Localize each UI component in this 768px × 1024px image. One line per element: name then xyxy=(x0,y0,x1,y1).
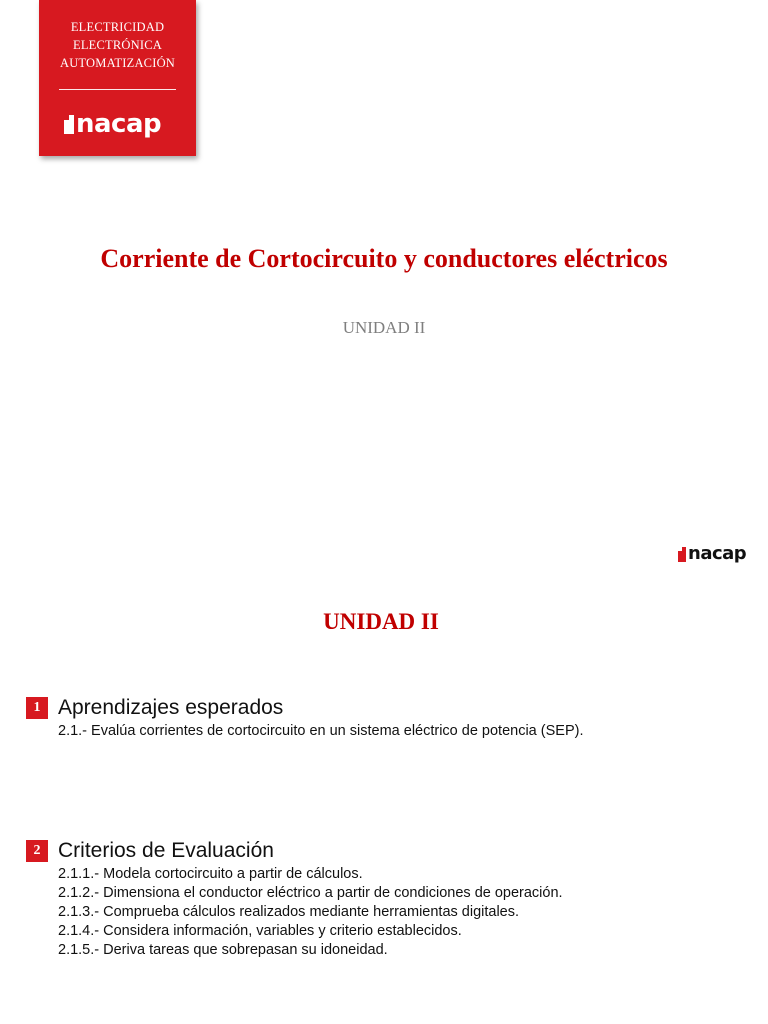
slide-unit-overview xyxy=(0,543,768,1024)
unit-title: UNIDAD II xyxy=(323,609,439,634)
presentation-title: Corriente de Cortocircuito y conductores eléctricos xyxy=(100,244,668,273)
program-line: ELECTRICIDAD xyxy=(70,20,165,34)
list-item: 2.1.3.- Comprueba cálculos realizados mediante herramientas digitales. xyxy=(58,904,520,920)
banner-divider xyxy=(59,89,176,90)
inacap-logo-icon xyxy=(64,115,74,134)
list-item: 2.1.5.- Deriva tareas que sobrepasan su idoneidad. xyxy=(58,942,388,958)
program-lines xyxy=(39,18,196,72)
section-title: Aprendizajes esperados xyxy=(58,696,284,719)
list-item: 2.1.1.- Modela cortocircuito a partir de cálculos. xyxy=(58,866,363,882)
section-header xyxy=(26,694,583,722)
list-item: 2.1.4.- Considera información, variables y criterio establecidos. xyxy=(58,923,462,939)
section-evaluation-criteria xyxy=(26,837,563,960)
inacap-logo xyxy=(678,545,746,563)
program-line: ELECTRÓNICA xyxy=(73,38,162,52)
logo-text: nacap xyxy=(688,543,747,564)
program-banner xyxy=(39,0,196,156)
section-items xyxy=(26,722,583,741)
section-number-badge: 1 xyxy=(26,697,48,719)
list-item: 2.1.2.- Dimensiona el conductor eléctrico a partir de condiciones de operación. xyxy=(58,885,563,901)
section-items xyxy=(26,865,563,960)
section-expected-learning xyxy=(26,694,583,741)
program-line: AUTOMATIZACIÓN xyxy=(59,56,176,70)
list-item: 2.1.- Evalúa corrientes de cortocircuito en un sistema eléctrico de potencia (SEP). xyxy=(58,723,584,739)
inacap-logo xyxy=(64,111,161,137)
section-number-badge: 2 xyxy=(26,840,48,862)
presentation-subtitle: UNIDAD II xyxy=(342,318,426,337)
section-header xyxy=(26,837,563,865)
section-title: Criterios de Evaluación xyxy=(58,839,274,862)
logo-text: nacap xyxy=(76,109,162,139)
inacap-logo-icon xyxy=(678,547,686,562)
